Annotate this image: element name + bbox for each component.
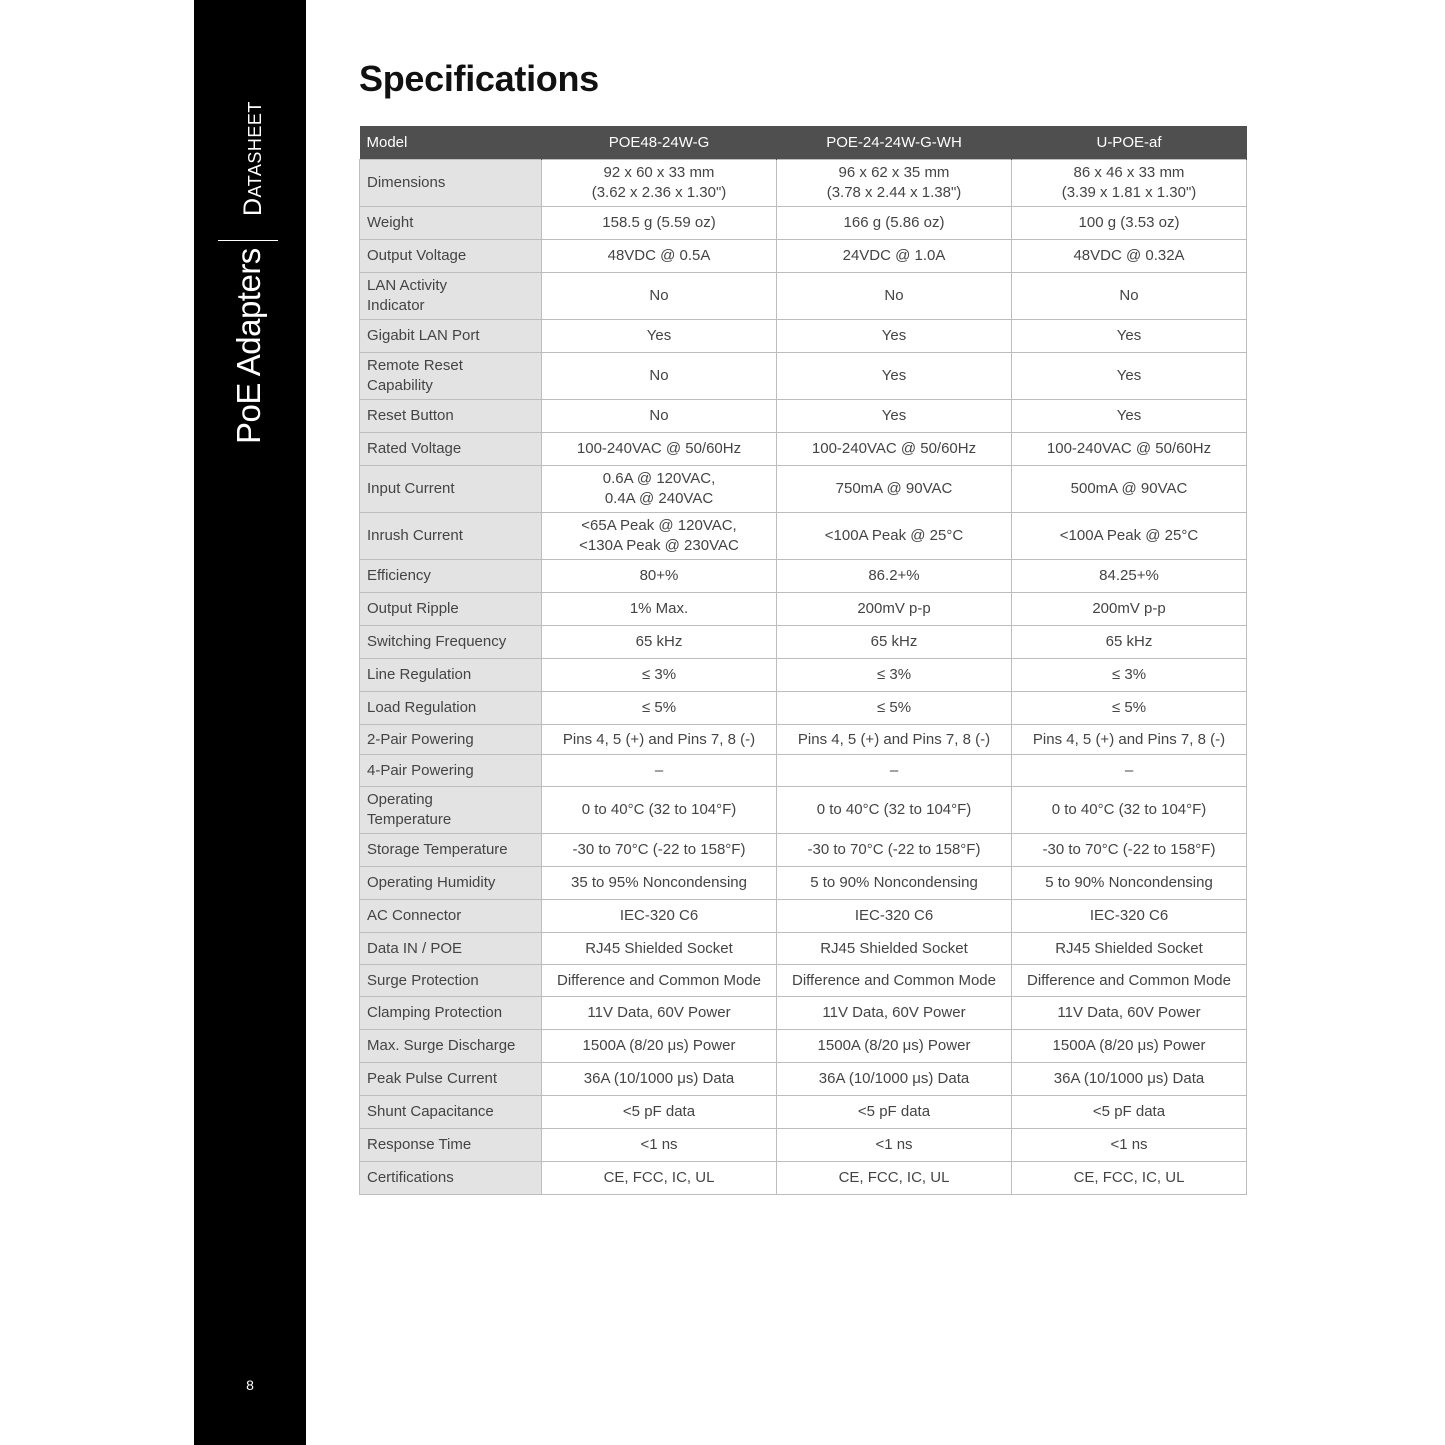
value-line: CE, FCC, IC, UL (838, 1169, 950, 1186)
row-label: Switching Frequency (360, 626, 542, 659)
value-line: Yes (1116, 327, 1142, 344)
table-row (360, 353, 1247, 400)
row-label-line: LAN Activity (367, 277, 448, 294)
value-line: Pins 4, 5 (+) and Pins 7, 8 (-) (1032, 730, 1226, 748)
header-cell-model: Model (360, 126, 542, 160)
value-cell (777, 1162, 1012, 1195)
value-cell (777, 207, 1012, 240)
value-line: 11V Data, 60V Power (587, 1004, 731, 1021)
value-line: 24VDC @ 1.0A (842, 247, 946, 264)
value-line: <5 pF data (622, 1103, 696, 1120)
value-cell (542, 1096, 777, 1129)
value-line: 86 x 46 x 33 mm (1073, 164, 1185, 181)
table-row (360, 692, 1247, 725)
value-line: ≤ 5% (876, 699, 912, 716)
row-label: Line Regulation (360, 659, 542, 692)
value-cell (542, 320, 777, 353)
value-cell (777, 626, 1012, 659)
value-line: RJ45 Shielded Socket (820, 939, 968, 957)
table-row (360, 1129, 1247, 1162)
value-line: -30 to 70°C (-22 to 158°F) (807, 841, 981, 858)
table-header-row (360, 126, 1247, 160)
table-row (360, 659, 1247, 692)
value-line: 100-240VAC @ 50/60Hz (576, 440, 742, 457)
value-cell (1012, 725, 1247, 755)
row-label: Load Regulation (360, 692, 542, 725)
value-cell (1012, 560, 1247, 593)
value-line: 65 kHz (1105, 633, 1153, 650)
value-cell (542, 353, 777, 400)
value-line: -30 to 70°C (-22 to 158°F) (572, 841, 746, 858)
value-cell (777, 320, 1012, 353)
value-cell (542, 433, 777, 466)
row-label: Output Voltage (360, 240, 542, 273)
spec-table-body (360, 160, 1247, 1195)
row-label: Input Current (360, 466, 542, 513)
value-cell (1012, 1129, 1247, 1162)
value-line: <1 ns (640, 1136, 678, 1153)
value-cell (777, 867, 1012, 900)
row-label: 4-Pair Powering (360, 755, 542, 787)
value-cell (777, 513, 1012, 560)
value-line: IEC-320 C6 (1089, 907, 1169, 924)
value-line: 84.25+% (1099, 567, 1159, 584)
row-label: Inrush Current (360, 513, 542, 560)
value-line: 0 to 40°C (32 to 104°F) (581, 801, 737, 818)
value-cell (542, 787, 777, 834)
row-label: Storage Temperature (360, 834, 542, 867)
row-label: Surge Protection (360, 965, 542, 997)
header-cell-model-2: POE-24-24W-G-WH (777, 126, 1012, 160)
value-cell (542, 725, 777, 755)
value-cell (542, 1162, 777, 1195)
row-label-line: Capability (367, 377, 433, 394)
value-line: IEC-320 C6 (619, 907, 699, 924)
value-line: 166 g (5.86 oz) (843, 214, 945, 231)
value-line: 96 x 62 x 35 mm (838, 164, 950, 181)
value-cell (777, 1096, 1012, 1129)
value-cell (777, 353, 1012, 400)
value-cell (542, 466, 777, 513)
row-label: Rated Voltage (360, 433, 542, 466)
value-cell (777, 933, 1012, 965)
value-line: No (884, 287, 904, 304)
table-row (360, 725, 1247, 755)
sidebar-product-label: PoE Adapters (230, 248, 267, 444)
sidebar-section-label: Datasheet (239, 101, 267, 216)
value-line: Difference and Common Mode (1027, 971, 1231, 989)
row-label-line: Operating (367, 791, 433, 808)
value-cell (542, 659, 777, 692)
value-line: 48VDC @ 0.32A (1073, 247, 1185, 264)
value-cell (542, 240, 777, 273)
value-line: ≤ 5% (641, 699, 677, 716)
value-line: Yes (1116, 367, 1142, 384)
row-label: Data IN / POE (360, 933, 542, 965)
value-line: IEC-320 C6 (854, 907, 934, 924)
value-line: 100-240VAC @ 50/60Hz (811, 440, 977, 457)
value-cell (777, 560, 1012, 593)
value-line: Yes (881, 327, 907, 344)
value-line: 11V Data, 60V Power (822, 1004, 966, 1021)
value-cell (542, 1030, 777, 1063)
table-row (360, 787, 1247, 834)
value-cell (1012, 965, 1247, 997)
value-line: 5 to 90% Noncondensing (1045, 874, 1213, 891)
value-cell (777, 400, 1012, 433)
value-cell (777, 755, 1012, 787)
value-line: No (649, 407, 669, 424)
value-line: 200mV p-p (857, 600, 931, 617)
value-line: 500mA @ 90VAC (1070, 480, 1188, 497)
value-line: CE, FCC, IC, UL (603, 1169, 715, 1186)
value-cell (1012, 400, 1247, 433)
value-line: ≤ 3% (1111, 666, 1147, 683)
value-cell (542, 692, 777, 725)
value-cell (777, 725, 1012, 755)
value-cell (1012, 659, 1247, 692)
row-label: Dimensions (360, 160, 542, 207)
value-line: 48VDC @ 0.5A (607, 247, 711, 264)
value-line: Yes (646, 327, 672, 344)
value-cell (777, 1063, 1012, 1096)
table-row (360, 400, 1247, 433)
page-title: Specifications (359, 58, 599, 99)
value-line: 36A (10/1000 μs) Data (818, 1070, 970, 1087)
value-line: (3.39 x 1.81 x 1.30") (1061, 184, 1197, 201)
row-label: Shunt Capacitance (360, 1096, 542, 1129)
value-line: 0 to 40°C (32 to 104°F) (1051, 801, 1207, 818)
value-line: 80+% (639, 567, 679, 584)
value-cell (777, 900, 1012, 933)
value-line: – (889, 761, 899, 779)
value-cell (1012, 160, 1247, 207)
table-row (360, 997, 1247, 1030)
value-line: No (649, 367, 669, 384)
row-label-line: Remote Reset (367, 357, 463, 374)
value-cell (1012, 1096, 1247, 1129)
value-line: 36A (10/1000 μs) Data (1053, 1070, 1205, 1087)
value-cell (777, 787, 1012, 834)
sidebar (194, 0, 306, 1445)
value-cell (777, 692, 1012, 725)
row-label: Peak Pulse Current (360, 1063, 542, 1096)
value-line: No (1119, 287, 1139, 304)
sidebar-divider (218, 240, 278, 241)
value-cell (777, 433, 1012, 466)
value-line: RJ45 Shielded Socket (1055, 939, 1203, 957)
value-cell (542, 626, 777, 659)
value-line: Pins 4, 5 (+) and Pins 7, 8 (-) (797, 730, 991, 748)
value-cell (542, 273, 777, 320)
table-row (360, 755, 1247, 787)
table-row (360, 1063, 1247, 1096)
value-cell (1012, 787, 1247, 834)
row-label: Gigabit LAN Port (360, 320, 542, 353)
table-row (360, 867, 1247, 900)
value-cell (1012, 626, 1247, 659)
value-line: 100 g (3.53 oz) (1078, 214, 1180, 231)
value-cell (1012, 755, 1247, 787)
header-cell-model-1: POE48-24W-G (542, 126, 777, 160)
value-line: 1500A (8/20 μs) Power (1052, 1037, 1206, 1054)
value-cell (1012, 1030, 1247, 1063)
row-label-line: Indicator (367, 297, 425, 314)
row-label: Output Ripple (360, 593, 542, 626)
value-cell (1012, 692, 1247, 725)
value-line: 0.6A @ 120VAC, (602, 470, 716, 487)
table-row (360, 466, 1247, 513)
table-row (360, 1162, 1247, 1195)
value-line: Yes (881, 407, 907, 424)
value-line: <1 ns (875, 1136, 913, 1153)
value-line: 35 to 95% Noncondensing (571, 874, 747, 891)
value-cell (1012, 466, 1247, 513)
value-line: ≤ 3% (641, 666, 677, 683)
row-label: Operating Humidity (360, 867, 542, 900)
page-number: 8 (246, 1377, 254, 1393)
spec-table (359, 126, 1247, 1195)
value-cell (542, 867, 777, 900)
table-row (360, 834, 1247, 867)
value-cell (777, 160, 1012, 207)
value-cell (542, 560, 777, 593)
value-line: <130A Peak @ 230VAC (579, 537, 739, 554)
value-line: 750mA @ 90VAC (835, 480, 953, 497)
value-cell (1012, 240, 1247, 273)
value-cell (542, 834, 777, 867)
value-cell (1012, 834, 1247, 867)
row-label (360, 787, 542, 834)
value-cell (1012, 1063, 1247, 1096)
value-cell (542, 400, 777, 433)
value-cell (542, 965, 777, 997)
table-row (360, 207, 1247, 240)
value-cell (777, 593, 1012, 626)
value-line: <5 pF data (857, 1103, 931, 1120)
value-line: 92 x 60 x 33 mm (603, 164, 715, 181)
row-label: Reset Button (360, 400, 542, 433)
value-cell (777, 659, 1012, 692)
row-label: Response Time (360, 1129, 542, 1162)
value-line: Pins 4, 5 (+) and Pins 7, 8 (-) (562, 730, 756, 748)
value-cell (1012, 1162, 1247, 1195)
value-line: 86.2+% (868, 567, 920, 584)
value-cell (1012, 353, 1247, 400)
value-cell (542, 593, 777, 626)
table-row (360, 320, 1247, 353)
value-line: 0.4A @ 240VAC (604, 490, 714, 507)
value-line: 1% Max. (629, 600, 689, 617)
value-line: No (649, 287, 669, 304)
row-label: Weight (360, 207, 542, 240)
row-label: AC Connector (360, 900, 542, 933)
value-cell (777, 965, 1012, 997)
value-cell (777, 466, 1012, 513)
value-line: Difference and Common Mode (792, 971, 996, 989)
table-row (360, 513, 1247, 560)
value-cell (542, 160, 777, 207)
row-label: Clamping Protection (360, 997, 542, 1030)
value-cell (542, 755, 777, 787)
value-cell (777, 834, 1012, 867)
table-row (360, 433, 1247, 466)
value-line: 158.5 g (5.59 oz) (602, 214, 716, 231)
value-line: 11V Data, 60V Power (1057, 1004, 1201, 1021)
value-cell (1012, 320, 1247, 353)
value-line: -30 to 70°C (-22 to 158°F) (1042, 841, 1216, 858)
table-row (360, 560, 1247, 593)
table-row (360, 965, 1247, 997)
table-row (360, 933, 1247, 965)
row-label: Max. Surge Discharge (360, 1030, 542, 1063)
table-row (360, 1030, 1247, 1063)
value-line: Difference and Common Mode (557, 971, 761, 989)
table-row (360, 626, 1247, 659)
value-line: Yes (881, 367, 907, 384)
value-cell (1012, 900, 1247, 933)
value-cell (542, 997, 777, 1030)
value-cell (777, 997, 1012, 1030)
value-line: 65 kHz (635, 633, 683, 650)
value-cell (777, 1129, 1012, 1162)
value-line: ≤ 5% (1111, 699, 1147, 716)
row-label: Efficiency (360, 560, 542, 593)
value-line: (3.78 x 2.44 x 1.38") (826, 184, 962, 201)
value-cell (777, 273, 1012, 320)
value-line: <1 ns (1110, 1136, 1148, 1153)
value-cell (1012, 207, 1247, 240)
value-line: 1500A (8/20 μs) Power (582, 1037, 736, 1054)
row-label-line: Temperature (367, 811, 452, 828)
value-line: RJ45 Shielded Socket (585, 939, 733, 957)
value-line: (3.62 x 2.36 x 1.30") (591, 184, 727, 201)
value-line: <100A Peak @ 25°C (824, 527, 964, 544)
value-line: 36A (10/1000 μs) Data (583, 1070, 735, 1087)
value-cell (542, 1129, 777, 1162)
value-line: 65 kHz (870, 633, 918, 650)
table-row (360, 593, 1247, 626)
value-line: <5 pF data (1092, 1103, 1166, 1120)
value-line: 0 to 40°C (32 to 104°F) (816, 801, 972, 818)
value-line: CE, FCC, IC, UL (1073, 1169, 1185, 1186)
value-line: Yes (1116, 407, 1142, 424)
value-cell (542, 207, 777, 240)
value-cell (1012, 593, 1247, 626)
value-cell (1012, 933, 1247, 965)
value-cell (777, 1030, 1012, 1063)
value-cell (542, 513, 777, 560)
row-label: 2-Pair Powering (360, 725, 542, 755)
value-line: 5 to 90% Noncondensing (810, 874, 978, 891)
value-cell (1012, 273, 1247, 320)
header-cell-model-3: U-POE-af (1012, 126, 1247, 160)
value-cell (777, 240, 1012, 273)
value-cell (1012, 513, 1247, 560)
row-label: Certifications (360, 1162, 542, 1195)
row-label (360, 273, 542, 320)
value-line: 200mV p-p (1092, 600, 1166, 617)
row-label (360, 353, 542, 400)
value-cell (1012, 433, 1247, 466)
table-row (360, 900, 1247, 933)
value-cell (1012, 867, 1247, 900)
table-row (360, 240, 1247, 273)
value-line: <65A Peak @ 120VAC, (581, 517, 737, 534)
value-line: <100A Peak @ 25°C (1059, 527, 1199, 544)
value-cell (542, 933, 777, 965)
value-line: – (1124, 761, 1134, 779)
value-line: 100-240VAC @ 50/60Hz (1046, 440, 1212, 457)
value-line: – (654, 761, 664, 779)
value-line: 1500A (8/20 μs) Power (817, 1037, 971, 1054)
table-row (360, 1096, 1247, 1129)
value-cell (542, 1063, 777, 1096)
value-cell (542, 900, 777, 933)
table-row (360, 160, 1247, 207)
value-line: ≤ 3% (876, 666, 912, 683)
value-cell (1012, 997, 1247, 1030)
table-row (360, 273, 1247, 320)
